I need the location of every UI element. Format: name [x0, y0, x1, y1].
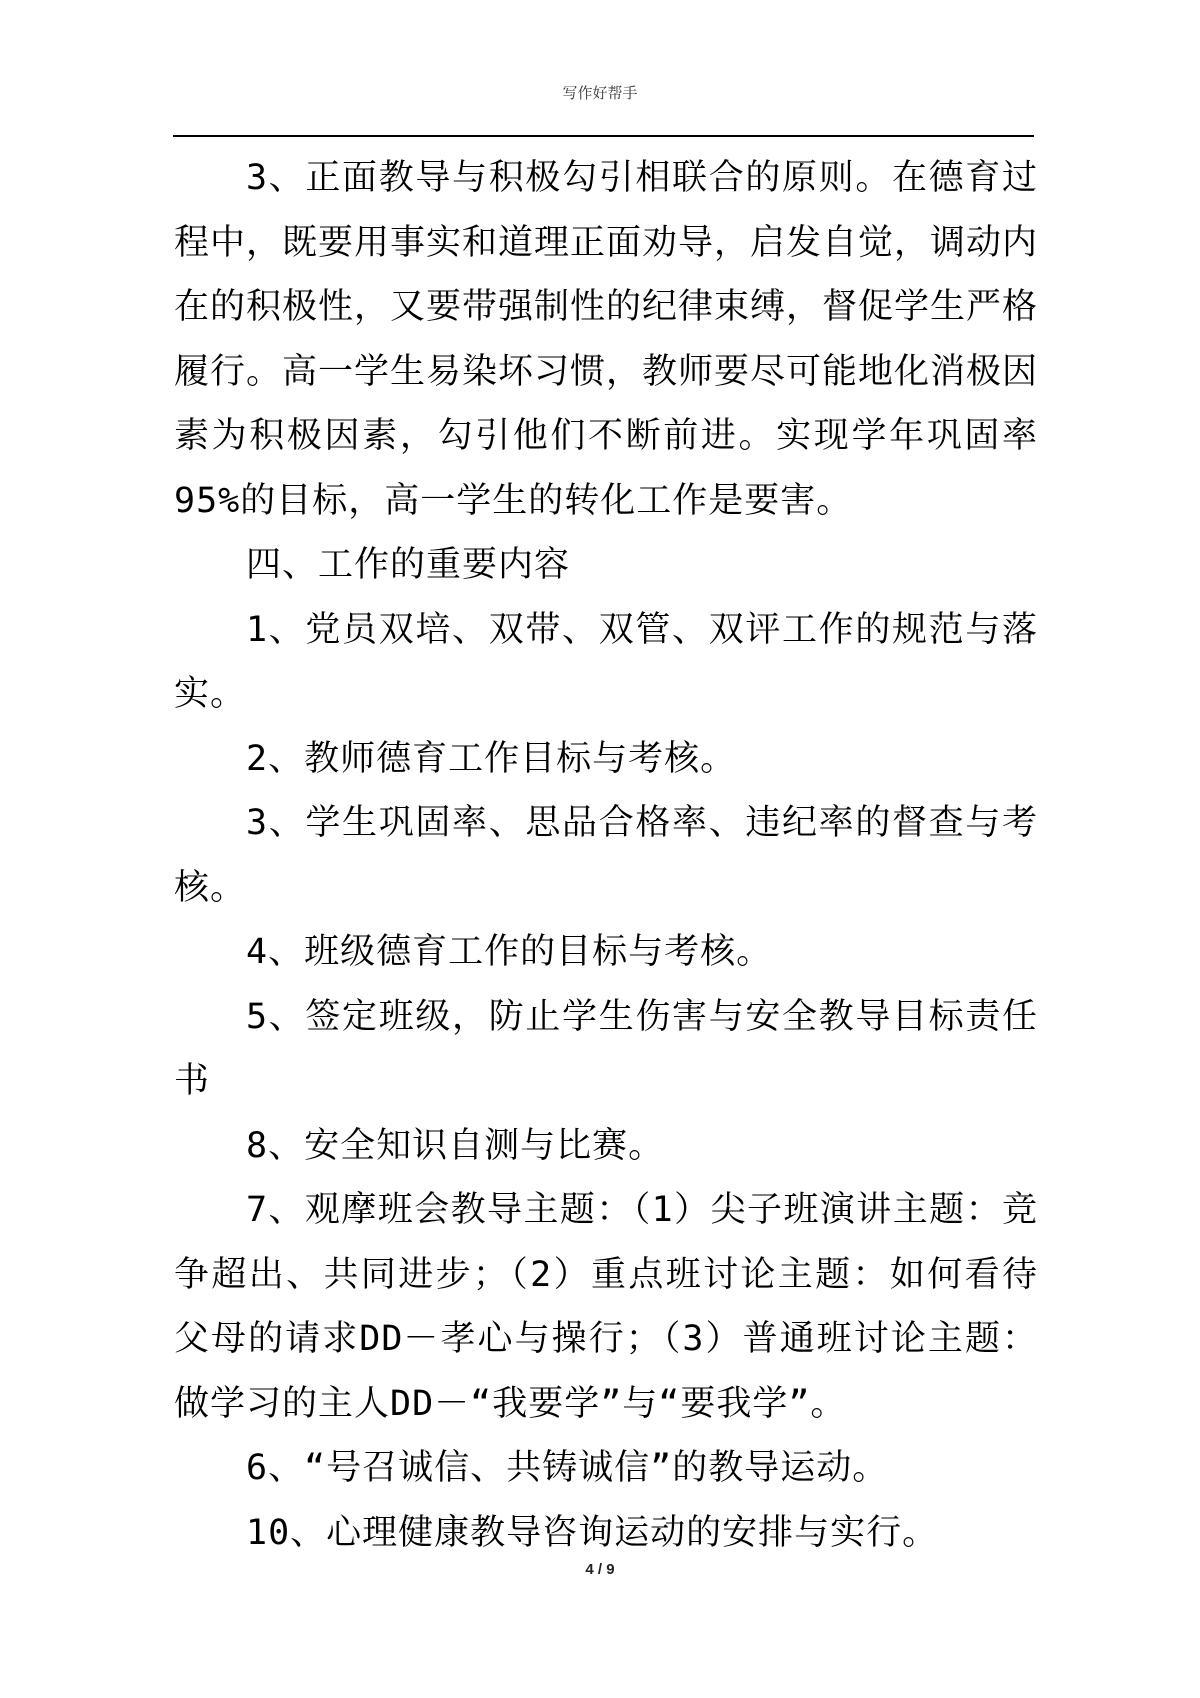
page-number: 4 / 9: [585, 1561, 615, 1578]
document-body: [174, 146, 1038, 1565]
list-item: 8、安全知识自测与比赛。: [246, 1125, 665, 1166]
section-heading: 四、工作的重要内容: [246, 545, 571, 585]
list-item: 3、学生巩固率、思品合格率、违纪率的督查与考核。: [174, 803, 1038, 908]
list-item: 6、“号召诚信、共铸诚信”的教导运动。: [246, 1448, 889, 1488]
list-item: 5、签定班级，防止学生伤害与安全教导目标责任书: [174, 996, 1038, 1101]
page-header: 写作好帮手: [562, 84, 638, 102]
list-item: 4、班级德育工作的目标与考核。: [246, 932, 773, 972]
paragraph: 3、正面教导与积极勾引相联合的原则。在德育过程中，既要用事实和道理正面劝导，启发自觉，调动内在的积极性，又要带强制性的纪律束缚，督促学生严格履行。高一学生易染坏习惯，教师要尽可能地化消极因素为积极因素，勾引他们不断前进。实现学年巩固率95%的目标，高一学生的转化工作是要害。: [174, 158, 1039, 521]
list-item: 2、教师德育工作目标与考核。: [246, 738, 737, 779]
list-item: 1、党员双培、双带、双管、双评工作的规范与落实。: [174, 609, 1038, 714]
list-item: 7、观摩班会教导主题：（1）尖子班演讲主题：竞争超出、共同进步；（2）重点班讨论主题：如何看待父母的请求DD－孝心与操行；（3）普通班讨论主题：做学习的主人DD－“我要学”与“要我学”。: [174, 1190, 1038, 1424]
list-item: 10、心理健康教导咨询运动的安排与实行。: [246, 1512, 939, 1553]
header-divider: [173, 135, 1034, 137]
